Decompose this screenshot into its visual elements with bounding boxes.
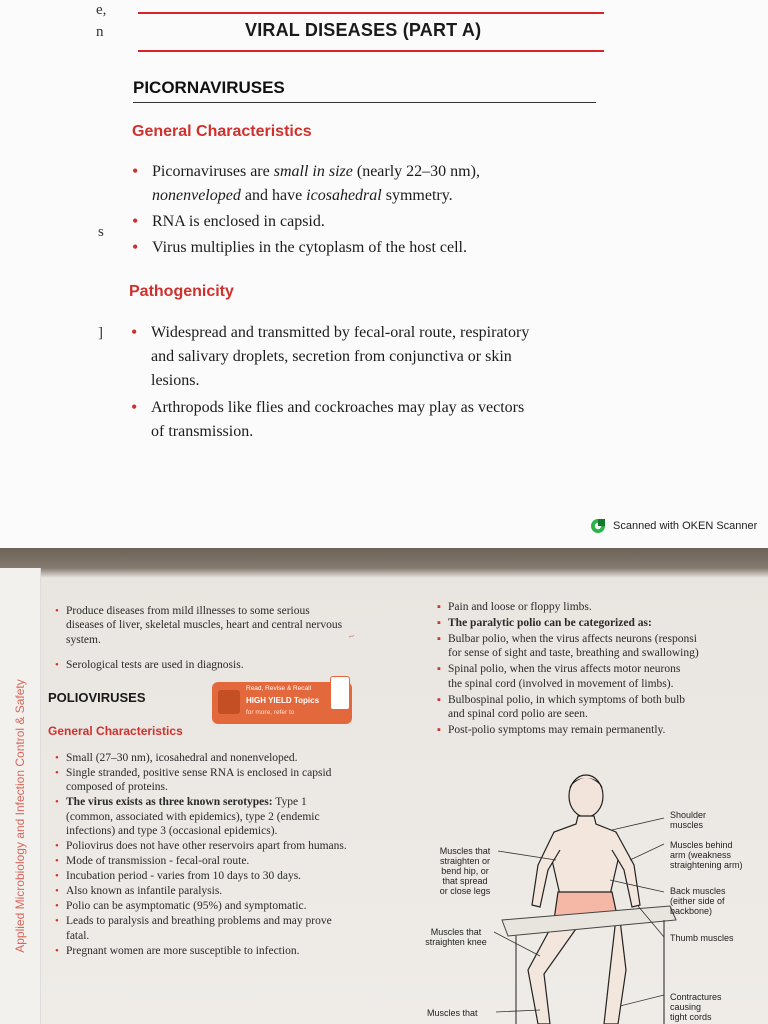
photographed-page-bottom bbox=[0, 548, 768, 1024]
italic-term: icosahedral bbox=[306, 187, 382, 204]
page-edge-fragment: n bbox=[96, 24, 104, 40]
label-line: that spread bbox=[442, 876, 488, 886]
bullet-line: Bulbospinal polio, in which symptoms of both bulb bbox=[448, 693, 686, 706]
list-item bbox=[55, 869, 406, 883]
list-item bbox=[55, 795, 406, 838]
bullet-icon: ▪ bbox=[437, 617, 441, 629]
bullet-icon: ▪ bbox=[437, 601, 441, 613]
bullet-icon: • bbox=[55, 944, 59, 957]
label-line: Muscles that bbox=[430, 927, 482, 937]
list-item bbox=[437, 662, 748, 691]
text-segment: symmetry. bbox=[381, 187, 453, 204]
label-line: Thumb muscles bbox=[670, 933, 734, 943]
page-edge-fragment: s bbox=[98, 224, 104, 240]
bullet-line: of transmission. bbox=[151, 423, 254, 440]
bullet-line: and spinal cord polio are seen. bbox=[448, 708, 588, 721]
bullet-line: diseases of liver, skeletal muscles, heart and central nervous bbox=[66, 619, 343, 632]
bullet-icon: • bbox=[132, 161, 139, 181]
label-line: straightening arm) bbox=[670, 860, 743, 870]
label-line: Back muscles bbox=[670, 886, 726, 896]
pathogenicity-heading: Pathogenicity bbox=[129, 283, 234, 300]
bullet-icon: • bbox=[55, 840, 59, 853]
bullet-line: composed of proteins. bbox=[66, 781, 168, 794]
list-item bbox=[132, 210, 622, 234]
bullet-line: lesions. bbox=[151, 372, 200, 389]
leader-line bbox=[612, 818, 664, 830]
bullet-line: Pain and loose or floppy limbs. bbox=[448, 601, 592, 613]
spine-title: Applied Microbiology and Infection Control & Safety bbox=[13, 679, 27, 953]
leader-line bbox=[496, 1010, 540, 1012]
list-item bbox=[55, 884, 406, 898]
list-item bbox=[437, 693, 748, 722]
text-segment: Picornaviruses are bbox=[152, 163, 274, 180]
bullet-line: the spinal cord (involved in movement of limbs). bbox=[448, 677, 674, 690]
bullet-line: Pregnant women are more susceptible to infection. bbox=[66, 944, 300, 957]
bullet-icon: • bbox=[55, 915, 59, 928]
bullet-line: Small (27–30 nm), icosahedral and nonenveloped. bbox=[66, 752, 298, 764]
bullet-line: infections) and type 3 (occasional epidemics). bbox=[66, 825, 278, 838]
bullet-line: Serological tests are used in diagnosis. bbox=[66, 659, 244, 671]
bullet-line: Leads to paralysis and breathing problems and may prove bbox=[66, 915, 332, 928]
italic-term: nonenveloped bbox=[152, 187, 241, 204]
banner-line-3: for more, refer to bbox=[246, 709, 295, 716]
bullet-icon: • bbox=[55, 870, 59, 883]
list-item bbox=[55, 899, 406, 913]
text-segment: and have bbox=[240, 187, 307, 204]
bullet-line: Incubation period - varies from 10 days to 30 days. bbox=[66, 870, 302, 883]
scanner-credit-text: Scanned with OKEN Scanner bbox=[613, 520, 758, 532]
bullet-line: Widespread and transmitted by fecal-oral route, respiratory bbox=[151, 324, 530, 341]
diagram-label-arm bbox=[670, 840, 766, 870]
diagram-label-shoulder bbox=[670, 810, 766, 830]
label-line: straighten or bbox=[439, 856, 491, 866]
list-item bbox=[55, 854, 406, 868]
label-line: straighten knee bbox=[425, 937, 487, 947]
bullet-line: Arthropods like flies and cockroaches may play as vectors bbox=[151, 399, 525, 416]
chapter-title: VIRAL DISEASES (PART A) bbox=[245, 20, 482, 40]
label-line: or close legs bbox=[439, 886, 491, 896]
leader-line bbox=[630, 844, 664, 860]
bullet-text: RNA is enclosed in capsid. bbox=[152, 213, 325, 230]
bullet-line: for sense of sight and taste, breathing and swallowing) bbox=[448, 647, 699, 660]
leader-line bbox=[620, 995, 664, 1006]
polioviruses-title: POLIOVIRUSES bbox=[48, 690, 146, 705]
diagram-label-thumb bbox=[670, 933, 766, 943]
scanner-logo-icon bbox=[590, 518, 606, 534]
bold-lead: The virus exists as three known serotypes: bbox=[66, 796, 273, 809]
italic-term: small in size bbox=[273, 163, 353, 180]
bullet-line: The paralytic polio can be categorized as: bbox=[448, 617, 652, 629]
list-item bbox=[55, 604, 411, 647]
text-segment: (nearly 22–30 nm), bbox=[352, 163, 480, 180]
bullet-icon: • bbox=[55, 885, 59, 898]
bullet-icon: • bbox=[132, 211, 139, 231]
page-edge-fragment: ] bbox=[98, 325, 103, 341]
page-edge-fragment: e, bbox=[96, 2, 107, 18]
phone-icon bbox=[330, 676, 350, 710]
figure-right-leg bbox=[604, 918, 626, 1024]
bullet-line: Single stranded, positive sense RNA is enclosed in capsid bbox=[66, 767, 332, 779]
bullet-icon: ▪ bbox=[437, 693, 441, 706]
bullet-icon: • bbox=[131, 322, 138, 342]
high-yield-banner bbox=[212, 682, 352, 724]
bullet-icon: ▪ bbox=[437, 663, 441, 676]
label-line: Muscles that bbox=[427, 1008, 478, 1018]
label-line: arm (weakness bbox=[670, 850, 732, 860]
book-spine-strip bbox=[0, 568, 41, 1024]
list-item bbox=[55, 658, 411, 672]
label-line: Muscles that bbox=[439, 846, 491, 856]
diagram-label-knee-muscles bbox=[414, 927, 498, 947]
label-line: tight cords bbox=[670, 1012, 712, 1022]
bullet-line: Also known as infantile paralysis. bbox=[66, 885, 223, 898]
bullet-line: Poliovirus does not have other reservoirs apart from humans. bbox=[66, 840, 347, 853]
label-line: Contractures bbox=[670, 992, 722, 1002]
bullet-icon: • bbox=[131, 397, 138, 417]
bullet-icon: • bbox=[55, 796, 59, 809]
list-item bbox=[131, 321, 621, 393]
list-item bbox=[437, 616, 748, 630]
bullet-line: (common, associated with epidemics), type 2 (endemic bbox=[66, 810, 320, 823]
label-line: muscles bbox=[670, 820, 704, 830]
figure-left-leg bbox=[528, 918, 578, 1024]
bullet-icon: • bbox=[55, 605, 59, 617]
list-item bbox=[55, 751, 406, 765]
bullet-icon: • bbox=[55, 900, 59, 913]
banner-line-1: Read, Revise & Recall bbox=[246, 685, 312, 692]
list-item bbox=[55, 766, 406, 795]
list-item bbox=[132, 236, 622, 260]
bullet-line: fatal. bbox=[66, 929, 90, 942]
label-line: causing bbox=[670, 1002, 702, 1012]
list-item bbox=[55, 839, 406, 853]
bullet-line: system. bbox=[66, 633, 101, 646]
label-line: Muscles behind bbox=[670, 840, 733, 850]
bullet-line: and salivary droplets, secretion from conjunctiva or skin bbox=[151, 348, 512, 365]
diagram-label-back bbox=[670, 886, 766, 916]
bullet-line: Spinal polio, when the virus affects motor neurons bbox=[448, 663, 681, 676]
bullet-line: The virus exists as three known serotypes: Type 1 bbox=[66, 796, 307, 809]
general-characteristics-heading: General Characteristics bbox=[132, 123, 312, 140]
label-line: backbone) bbox=[670, 906, 713, 916]
bullet-icon: ▪ bbox=[437, 724, 441, 737]
diagram-label-contractures bbox=[670, 992, 766, 1022]
book-icon bbox=[218, 690, 240, 714]
handwritten-annotation: ~ bbox=[346, 631, 357, 643]
bullet-line: Produce diseases from mild illnesses to some serious bbox=[66, 605, 310, 617]
bullet-icon: • bbox=[55, 752, 59, 764]
header-rule-bottom bbox=[138, 50, 604, 52]
bullet-icon: • bbox=[55, 659, 59, 671]
bullet-icon: • bbox=[55, 767, 59, 779]
banner-line-2: HIGH YIELD Topics bbox=[246, 696, 320, 705]
diagram-label-hip-muscles bbox=[427, 846, 503, 896]
section-underline bbox=[133, 102, 596, 103]
list-item bbox=[437, 723, 748, 737]
bullet-line: Polio can be asymptomatic (95%) and symptomatic. bbox=[66, 900, 307, 913]
bullet-line: Post-polio symptoms may remain permanently. bbox=[448, 724, 666, 737]
figure-head bbox=[569, 775, 603, 817]
section-title: PICORNAVIRUSES bbox=[133, 78, 285, 97]
bullet-icon: ▪ bbox=[437, 633, 441, 645]
bullet-line: Mode of transmission - fecal-oral route. bbox=[66, 855, 250, 868]
figure-torso bbox=[552, 816, 618, 895]
list-item bbox=[132, 160, 622, 208]
scanner-credit bbox=[590, 518, 757, 534]
header-rule-top bbox=[138, 12, 604, 14]
list-item bbox=[437, 632, 748, 661]
bullet-icon: • bbox=[55, 855, 59, 868]
label-line: (either side of bbox=[670, 896, 725, 906]
diagram-label-lower-muscles bbox=[427, 1008, 497, 1018]
bullet-line bbox=[152, 160, 622, 184]
list-item bbox=[55, 944, 406, 958]
polio-general-characteristics-heading: General Characteristics bbox=[48, 724, 183, 738]
list-item bbox=[131, 396, 621, 444]
bullet-text: Virus multiplies in the cytoplasm of the host cell. bbox=[152, 239, 467, 256]
list-item bbox=[437, 600, 748, 614]
list-item bbox=[55, 914, 406, 943]
bullet-icon: • bbox=[132, 237, 139, 257]
bullet-line bbox=[152, 184, 622, 208]
label-line: Shoulder bbox=[670, 810, 707, 820]
bullet-line: Bulbar polio, when the virus affects neurons (responsi bbox=[448, 633, 697, 645]
label-line: bend hip, or bbox=[441, 866, 489, 876]
